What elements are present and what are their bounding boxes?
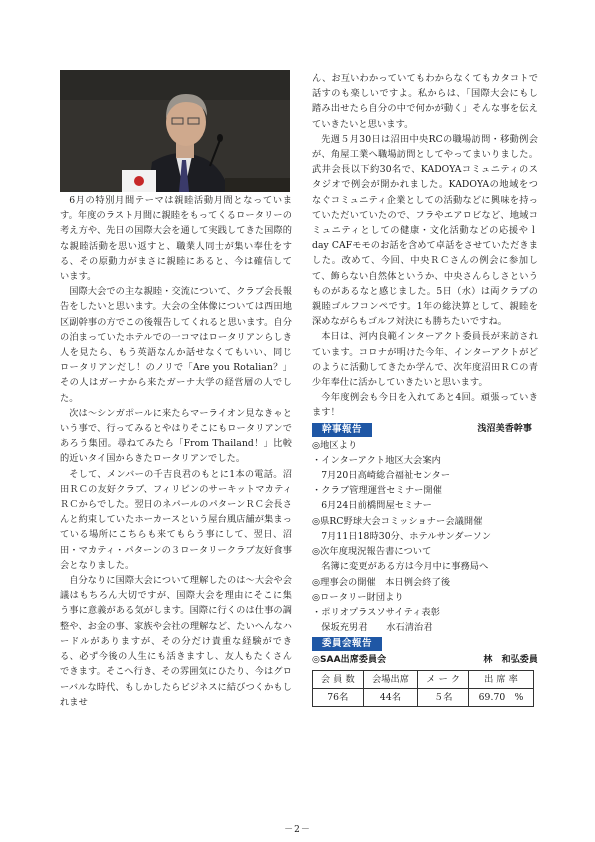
list-item: ◎理事会の開催 本日例会終了後 bbox=[312, 576, 451, 588]
table-cell: 69.70 % bbox=[469, 689, 534, 707]
list-item: ・クラブ管理運営セミナー開催 bbox=[312, 485, 443, 497]
left-paragraph-2: 国際大会での主な親睦・交流について、クラブ会長報告をしたいと思います。大会の全体像については西田地区副幹事の方でこの後報告してくれると思います。自分の泊まっていたホテルでの一コマはロータリアンらしき人を見たら、もう英語なんか話せなくてもいい、同じロータリアンだし！のノリで「Are you Rotalian？」その人はガーナから来たガーナ大学の経営層の人でした。 bbox=[60, 286, 292, 404]
list-item: ◎ロータリー財団より bbox=[312, 591, 404, 603]
secretary-report-heading bbox=[312, 422, 538, 438]
list-item: ◎地区より bbox=[312, 439, 358, 451]
table-cell: 44名 bbox=[363, 689, 418, 707]
table-header-cell: 会 員 数 bbox=[313, 671, 364, 689]
attendance-table bbox=[312, 670, 534, 707]
list-item: 6月24日前橋問屋セミナー bbox=[321, 500, 432, 512]
table-row bbox=[313, 671, 534, 689]
left-paragraph-3: 次は～シンガポールに来たらマーライオン見なきゃという事で、行ってみるとやはりそこにもロータリアンであろう集団。尋ねてみたら「From Thailand！」比較的近いタイ国からきたロータリアンでした。 bbox=[60, 407, 292, 465]
secretary-report-tag: 幹事報告 bbox=[312, 423, 372, 437]
saa-committee-name: ◎SAA出席委員会 bbox=[312, 655, 387, 666]
table-header-cell: 出 席 率 bbox=[469, 671, 534, 689]
table-cell: ５名 bbox=[418, 689, 469, 707]
left-paragraph-5: 自分なりに国際大会について理解したのは～大会や会議はもちろん大切ですが、国際大会を理由にそこに集う事に意義がある気がします。国際に行くのは仕事の調整や、お金の事、家族や会社の理解など、たいへんなハードルがありますが、その分だけ貴重な経験ができる、必ず今後の人生にも活きますし、友人もたくさんできます。そこへ行き、その雰囲気にひたり、今はグローバルな時代、もしかしたらビジネスに結びつくかもしれませ bbox=[60, 575, 293, 708]
speaker-photo-graphic bbox=[60, 70, 290, 192]
secretary-report-list bbox=[312, 438, 538, 636]
left-paragraph-4: そして、メンバーの千吉良君のもとに1本の電話。沼田ＲＣの友好クラブ、フィリピンのサーキットマカティＲＣからでした。翌日のネパールのパターンＲＣ会長さんと約束していたホーカースという屋台風店舗が集まっている場所にこちらも来てもらう事にして、翌日、沼田・マカティ・パターンの３ロータリークラブ友好食事会となりました。 bbox=[60, 468, 292, 571]
list-item: 7月20日高崎総合福祉センター bbox=[321, 470, 451, 482]
secretary-name: 浅沼美香幹事 bbox=[477, 424, 532, 435]
left-paragraph-1: 6月の特別月間テーマは親睦活動月間となっています。年度のラスト月間に親睦をもってくるロータリーの考え方や、先日の国際大会を通して実践してきた国際的な親睦活動を思い返すと、職業人同士が集い奉仕をする、その原動力がまさに親睦にあると、今は確信しています。 bbox=[60, 195, 293, 283]
right-paragraph-2: 先週５月30日は沼田中央RCの職場訪問・移動例会が、角屋工業へ職場訪問としてやってまいりました。武井会長以下約30名で、KADOYAコミュニティのスタジオで例会が開かれました。KADOYAの地域をつなぐコミュニティ企業としての活動などに興味を持っていただいていたので、フラやエアロビなど、地域コミュニティとしての健康・文化活動などの応援やｌday CAFモモのお話を含めて卓話をさせていただきました。改めて、今回、中央ＲＣさんの例会に参加して、飾らない自然体というか、中央さんらしさというものがあるなと感じました。5日（水）は両クラブの親睦ゴルフコンペです。1年の総決算として、親睦を深めながらもゴルフ対決にも勝ちたいですね。 bbox=[312, 133, 538, 328]
table-cell: 76名 bbox=[313, 689, 364, 707]
right-paragraph-1: ん、お互いわかっていてもわからなくてもカタコトで話すのも楽しいですよ。私からは、「国際大会にもし踏み出せたら自分の中で何かが動く」そんな事を伝えていきたいと思います。 bbox=[312, 73, 538, 130]
right-paragraph-4: 今年度例会も今日を入れてあと4回。頑張っていきます！ bbox=[312, 392, 538, 419]
saa-committee-title bbox=[312, 653, 538, 667]
right-column bbox=[312, 71, 538, 707]
list-item: ・インターアクト地区大会案内 bbox=[312, 454, 441, 466]
list-item: ◎次年度現況報告書について bbox=[312, 546, 432, 558]
committee-report-tag: 委員会報告 bbox=[312, 637, 382, 651]
committee-report-heading bbox=[312, 636, 538, 652]
table-header-cell: メ ー ク bbox=[418, 671, 469, 689]
left-column bbox=[60, 193, 292, 710]
list-item: ・ポリオプラスソサイティ表彰 bbox=[312, 606, 441, 618]
list-item: 保坂充男君 水石清治君 bbox=[321, 622, 433, 634]
list-item: 7月11日18時30分、ホテルサンダーソン bbox=[321, 530, 492, 542]
right-paragraph-3: 本日は、河内良範インターアクト委員長が来訪されています。コロナが明けた今年、インターアクトがどのように活動してきたか学んで、次年度沼田ＲＣの青少年奉仕に活かしていきたいと思います。 bbox=[312, 331, 538, 389]
speaker-photo bbox=[60, 70, 290, 192]
list-item: 名簿に変更がある方は今月中に事務局へ bbox=[321, 561, 489, 573]
table-row bbox=[313, 689, 534, 707]
table-header-cell: 会場出席 bbox=[363, 671, 418, 689]
saa-committee-person: 林 和弘委員 bbox=[483, 655, 538, 666]
page-number: －2－ bbox=[284, 825, 311, 835]
list-item: ◎県RC野球大会コミッショナー会議開催 bbox=[312, 515, 483, 527]
